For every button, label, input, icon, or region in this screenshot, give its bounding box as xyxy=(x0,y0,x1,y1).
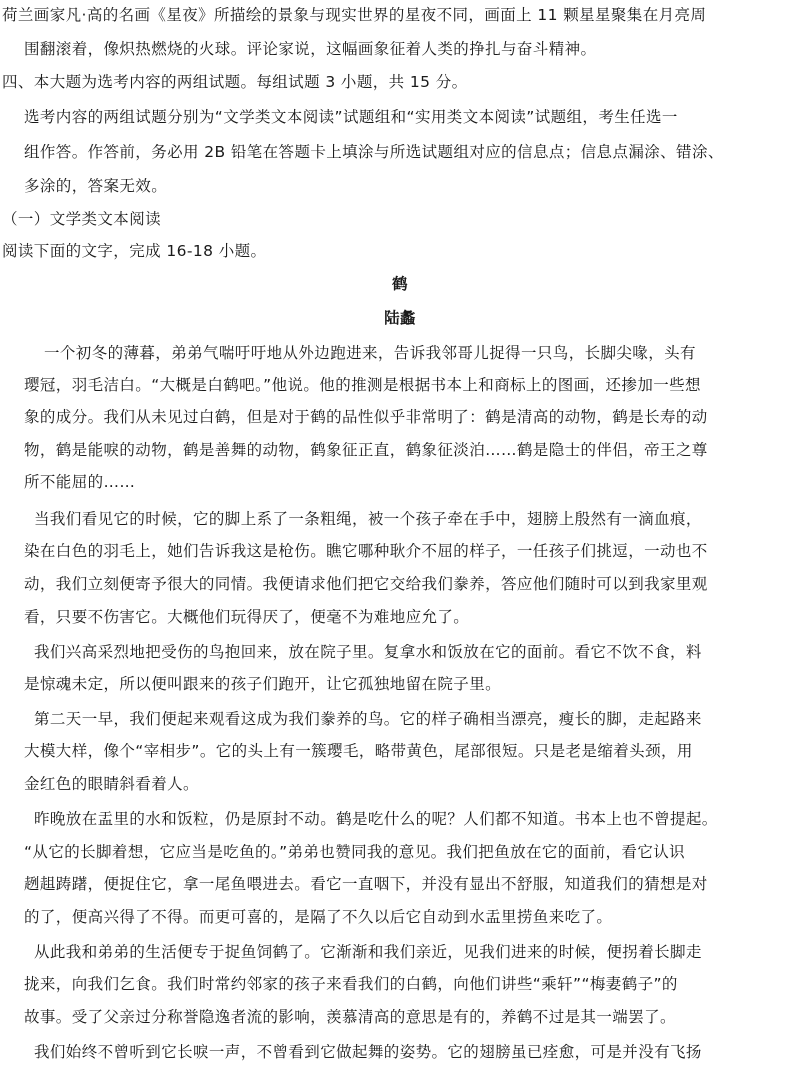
intro-line-2: 围翻滚着，像炽热燃烧的火球。评论家说，这幅画象征着人类的挣扎与奋斗精神。 xyxy=(24,40,597,58)
paragraph-1-line-4: 物，鹤是能唳的动物，鹤是善舞的动物，鹤象征正直，鹤象征淡泊……鹤是隐士的伴侣，帝王之尊 xyxy=(24,441,708,459)
paragraph-2-line-4: 看，只要不伤害它。大概他们玩得厌了，便毫不为难地应允了。 xyxy=(24,608,470,626)
paragraph-1-line-3: 象的成分。我们从未见过白鹤，但是对于鹤的品性似乎非常明了：鹤是清高的动物，鹤是长寿的动 xyxy=(24,408,708,426)
paragraph-2-line-1: 当我们看见它的时候，它的脚上系了一条粗绳，被一个孩子牵在手中，翅膀上殷然有一滴血痕， xyxy=(34,510,702,528)
paragraph-3-line-2: 是惊魂未定，所以便叫跟来的孩子们跑开，让它孤独地留在院子里。 xyxy=(24,675,502,693)
subsection-heading: （一）文学类文本阅读 xyxy=(2,210,162,228)
article-title: 鹤 xyxy=(392,275,408,293)
paragraph-5-line-4: 的了，便高兴得了不得。而更可喜的，是隔了不久以后它自动到水盂里捞鱼来吃了。 xyxy=(24,908,613,926)
paragraph-4-line-2: 大模大样，像个“宰相步”。它的头上有一簇璎毛，略带黄色，尾部很短。只是老是缩着头颈，用 xyxy=(24,742,693,760)
paragraph-2-line-3: 动，我们立刻便寄予很大的同情。我便请求他们把它交给我们豢养，答应他们随时可以到我家里观 xyxy=(24,575,708,593)
section-heading: 四、本大题为选考内容的两组试题。每组试题 3 小题，共 15 分。 xyxy=(2,73,468,91)
paragraph-4-line-1: 第二天一早，我们便起来观看这成为我们豢养的鸟。它的样子确相当漂亮，瘦长的脚，走起路来 xyxy=(34,710,702,728)
paragraph-6-line-3: 故事。受了父亲过分称誉隐逸者流的影响，羡慕清高的意思是有的，养鹤不过是其一端罢了。 xyxy=(24,1008,676,1026)
instruction-line-3: 多涂的，答案无效。 xyxy=(24,177,168,195)
paragraph-7-line-1: 我们始终不曾听到它长唳一声，不曾看到它做起舞的姿势。它的翅膀虽已痊愈，可是并没有飞扬 xyxy=(34,1043,702,1061)
instruction-line-1: 选考内容的两组试题分别为“文学类文本阅读”试题组和“实用类文本阅读”试题组，考生任选一 xyxy=(24,108,678,126)
paragraph-4-line-3: 金红色的眼睛斜看着人。 xyxy=(24,775,199,793)
paragraph-3-line-1: 我们兴高采烈地把受伤的鸟抱回来，放在院子里。复拿水和饭放在它的面前。看它不饮不食，料 xyxy=(34,643,702,661)
paragraph-6-line-1: 从此我和弟弟的生活便专于捉鱼饲鹤了。它渐渐和我们亲近，见我们进来的时候，便拐着长脚走 xyxy=(34,943,702,961)
paragraph-5-line-3: 趔趄踌躇，便捉住它，拿一尾鱼喂进去。看它一直咽下，并没有显出不舒服，知道我们的猜想是对 xyxy=(24,875,708,893)
paragraph-2-line-2: 染在白色的羽毛上，她们告诉我这是枪伤。瞧它哪种耿介不屈的样子，一任孩子们挑逗，一动也不 xyxy=(24,542,708,560)
reading-instruction: 阅读下面的文字，完成 16-18 小题。 xyxy=(2,242,267,260)
paragraph-1-line-2: 璎冠，羽毛洁白。“大概是白鹤吧。”他说。他的推测是根据书本上和商标上的图画，还掺加一些想 xyxy=(24,376,701,394)
paragraph-1-line-1: 一个初冬的薄暮，弟弟气喘吁吁地从外边跑进来，告诉我邻哥儿捉得一只鸟，长脚尖喙，头有 xyxy=(44,344,696,362)
paragraph-5-line-2: “从它的长脚着想，它应当是吃鱼的。”弟弟也赞同我的意见。我们把鱼放在它的面前，看它认识 xyxy=(24,843,686,861)
paragraph-5-line-1: 昨晚放在盂里的水和饭粒，仍是原封不动。鹤是吃什么的呢？人们都不知道。书本上也不曾提起。 xyxy=(34,810,718,828)
paragraph-6-line-2: 拢来，向我们乞食。我们时常约邻家的孩子来看我们的白鹤，向他们讲些“乘轩”“梅妻鹤子”的 xyxy=(24,975,678,993)
intro-line-1: 荷兰画家凡·高的名画《星夜》所描绘的景象与现实世界的星夜不同，画面上 11 颗星星聚集在月亮周 xyxy=(2,6,707,24)
paragraph-1-line-5: 所不能屈的…… xyxy=(24,473,136,491)
article-author: 陆蠡 xyxy=(384,309,416,327)
instruction-line-2: 组作答。作答前，务必用 2B 铅笔在答题卡上填涂与所选试题组对应的信息点；信息点漏涂、错涂、 xyxy=(24,143,724,161)
